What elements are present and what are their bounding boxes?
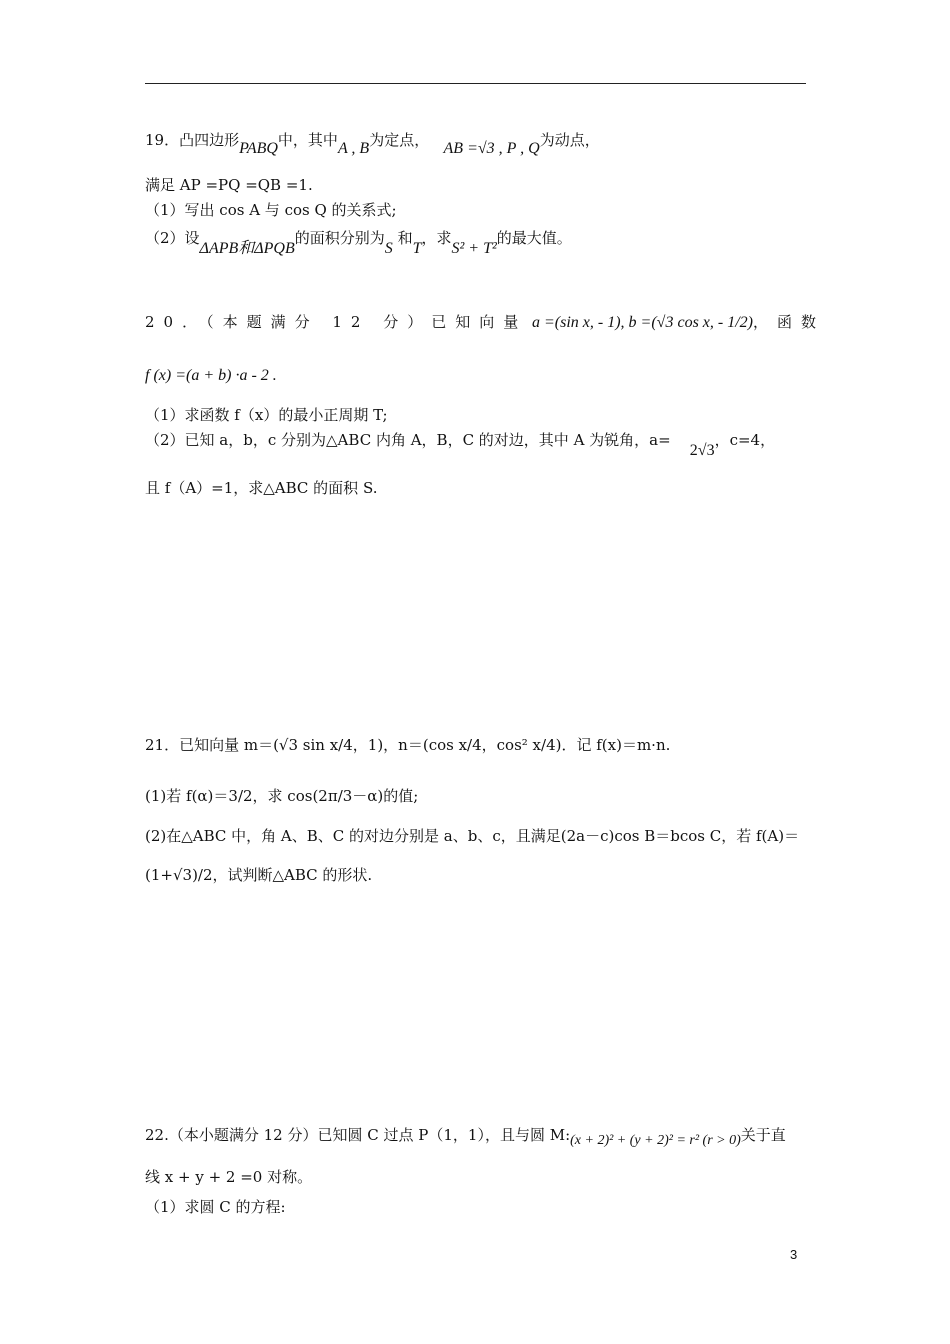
q20-vectors: a =(sin x, - 1), b =(√3 cos x, - 1/2) [532,314,753,331]
q20-part2-end: 且 f（A）=1，求△ABC 的面积 S. [145,479,378,497]
q20-line1: 20．（本题满分 12 分）已知向量 a =(sin x, - 1), b =(√3 cos x, - 1/2)，函数 [145,313,826,331]
q21-part2-end: (1+√3)/2，试判断△ABC 的形状. [145,866,373,884]
q19-line2: 满足 AP =PQ =QB =1. [145,176,313,194]
q22-part1: （1）求圆 C 的方程: [145,1198,286,1216]
q22-line2: 线 x + y + 2 =0 对称。 [145,1168,313,1186]
q20-func: f (x) =(a + b) ·a - 2 . [145,367,277,384]
header-rule [145,83,806,84]
q21-part2: (2)在△ABC 中，角 A、B、C 的对边分别是 a、b、c，且满足(2a－c)cos B＝bcos C，若 f(A)＝ [145,827,800,845]
q19-part2: （2）设ΔAPB和ΔPQB的面积分别为S 和T，求S² + T²的最大值。 [145,229,572,257]
q20-part1: （1）求函数 f（x）的最小正周期 T; [145,406,388,424]
q22-line1: 22.（本小题满分 12 分）已知圆 C 过点 P（1，1），且与圆 M:(x + 2)² + (y + 2)² = r² (r > 0)关于直 [145,1126,786,1148]
q19-line1: 19．凸四边形PABQ中，其中A , B为定点， AB =√3 , P , Q为动点， [145,131,600,157]
q19-number: 19． [145,131,180,149]
q20-part2: （2）已知 a，b，c 分别为△ABC 内角 A，B，C 的对边，其中 A 为锐角，a= 2√3，c=4， [145,431,776,459]
q19-part1: （1）写出 cos A 与 cos Q 的关系式; [145,201,397,219]
page-number: 3 [790,1247,798,1262]
q21-line1: 21．已知向量 m＝(√3 sin x/4，1)，n＝(cos x/4，cos² x/4)．记 f(x)＝m·n. [145,736,671,754]
q21-part1: (1)若 f(α)＝3/2，求 cos(2π/3－α)的值; [145,787,419,805]
